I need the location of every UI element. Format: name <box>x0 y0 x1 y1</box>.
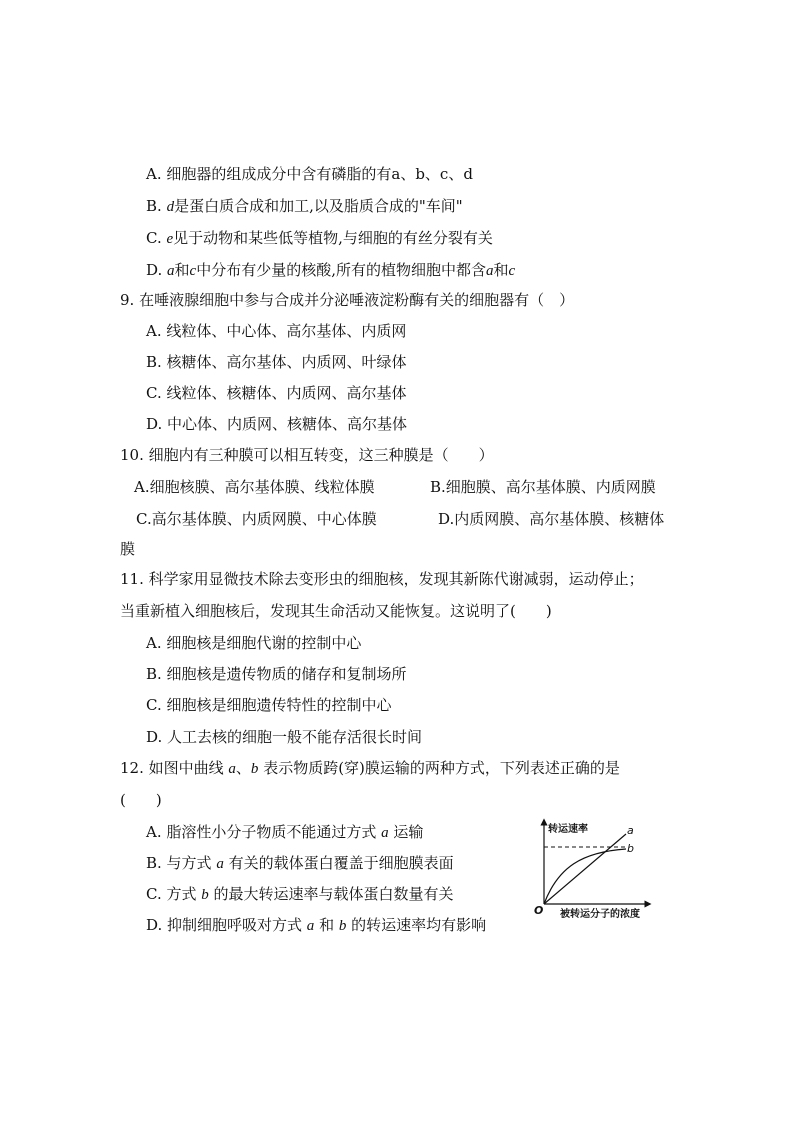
q11-stem-line2: 当重新植入细胞核后，发现其生命活动又能恢复。这说明了( ) <box>120 602 552 620</box>
q12-d-pre: D. 抑制细胞呼吸对方式 <box>146 916 307 934</box>
q8-d-mid3: 和 <box>493 261 509 279</box>
q12-stem-line2: ( ) <box>120 791 162 809</box>
q9-option-b: B. 核糖体、高尔基体、内质网、叶绿体 <box>146 353 407 371</box>
q11-option-d: D. 人工去核的细胞一般不能存活很长时间 <box>146 728 423 746</box>
q8-c-var: e <box>166 231 174 247</box>
origin-label: O <box>534 904 544 917</box>
q8-b-var: d <box>166 199 175 215</box>
q8-d-var1: a <box>167 263 175 279</box>
q11-option-b: B. 细胞核是遗传物质的储存和复制场所 <box>146 665 407 683</box>
q12-stem-line1 <box>120 758 620 779</box>
q11-option-c: C. 细胞核是细胞遗传特性的控制中心 <box>146 696 392 714</box>
q8-d-var3: a <box>486 263 494 279</box>
q12-b-var: a <box>216 856 224 872</box>
q12-stem-a: a <box>228 761 236 777</box>
q10-option-c: C.高尔基体膜、内质网膜、中心体膜 <box>136 510 377 528</box>
q9-stem: 9. 在唾液腺细胞中参与合成并分泌唾液淀粉酶有关的细胞器有（ ） <box>120 291 575 309</box>
q12-d-var2: b <box>338 918 347 934</box>
q12-d-var1: a <box>306 918 315 934</box>
q9-option-c: C. 线粒体、核糖体、内质网、高尔基体 <box>146 384 407 402</box>
q9-option-a: A. 线粒体、中心体、高尔基体、内质网 <box>146 322 407 340</box>
series-a-line <box>544 834 626 904</box>
q8-option-a: A. 细胞器的组成成分中含有磷脂的有a、b、c、d <box>146 165 473 183</box>
q8-option-b <box>146 196 463 217</box>
series-a-label: a <box>627 824 634 837</box>
q10-stem: 10. 细胞内有三种膜可以相互转变，这三种膜是（ ） <box>120 446 494 464</box>
q12-stem-pre: 12. 如图中曲线 <box>120 759 229 777</box>
q8-c-prefix: C. <box>146 229 167 247</box>
q12-stem-post: 表示物质跨(穿)膜运输的两种方式，下列表述正确的是 <box>258 759 620 777</box>
q8-b-text: 是蛋白质合成和加工,以及脂质合成的"车间" <box>174 197 463 215</box>
series-b-label: b <box>627 842 634 855</box>
q10-option-d: D.内质网膜、高尔基体膜、核糖体 <box>438 510 665 528</box>
q12-stem-b: b <box>250 761 259 777</box>
q11-option-a: A. 细胞核是细胞代谢的控制中心 <box>146 634 362 652</box>
q12-c-post: 的最大转运速率与载体蛋白数量有关 <box>208 885 454 903</box>
q8-c-text: 见于动物和某些低等植物,与细胞的有丝分裂有关 <box>173 229 493 247</box>
q12-c-var: b <box>201 887 209 903</box>
y-axis-label: 转运速率 <box>548 824 588 835</box>
q12-c-pre: C. 方式 <box>146 885 202 903</box>
q12-b-pre: B. 与方式 <box>146 854 217 872</box>
q12-option-c <box>146 884 454 905</box>
q12-d-mid: 和 <box>314 916 339 934</box>
q10-option-a: A.细胞核膜、高尔基体膜、线粒体膜 <box>134 478 375 496</box>
x-axis-label: 被转运分子的浓度 <box>560 909 640 920</box>
q12-b-post: 有关的载体蛋白覆盖于细胞膜表面 <box>223 854 454 872</box>
q9-option-d: D. 中心体、内质网、核糖体、高尔基体 <box>146 415 408 433</box>
q8-d-prefix: D. <box>146 261 168 279</box>
q8-option-c <box>146 228 493 249</box>
q12-d-post: 的转运速率均有影响 <box>346 916 487 934</box>
q12-a-pre: A. 脂溶性小分子物质不能通过方式 <box>146 823 382 841</box>
q8-d-mid1: 和 <box>174 261 190 279</box>
q8-b-prefix: B. <box>146 197 167 215</box>
series-b-line <box>544 849 626 904</box>
q8-d-var2: c <box>189 263 197 279</box>
q10-option-b: B.细胞膜、高尔基体膜、内质网膜 <box>430 478 656 496</box>
q11-stem-line1: 11. 科学家用显微技术除去变形虫的细胞核，发现其新陈代谢减弱，运动停止； <box>120 570 644 588</box>
q8-d-var4: c <box>508 263 516 279</box>
q12-stem-sep: 、 <box>235 759 251 777</box>
q12-a-var: a <box>381 825 389 841</box>
q12-option-d <box>146 915 486 936</box>
transport-rate-chart <box>530 812 690 922</box>
q10-option-d-wrap: 膜 <box>120 540 136 558</box>
q12-a-post: 运输 <box>388 823 424 841</box>
q12-option-b <box>146 853 454 874</box>
q8-option-d <box>146 260 515 281</box>
q8-d-mid2: 中分布有少量的核酸,所有的植物细胞中都含 <box>196 261 486 279</box>
q12-option-a <box>146 822 423 843</box>
